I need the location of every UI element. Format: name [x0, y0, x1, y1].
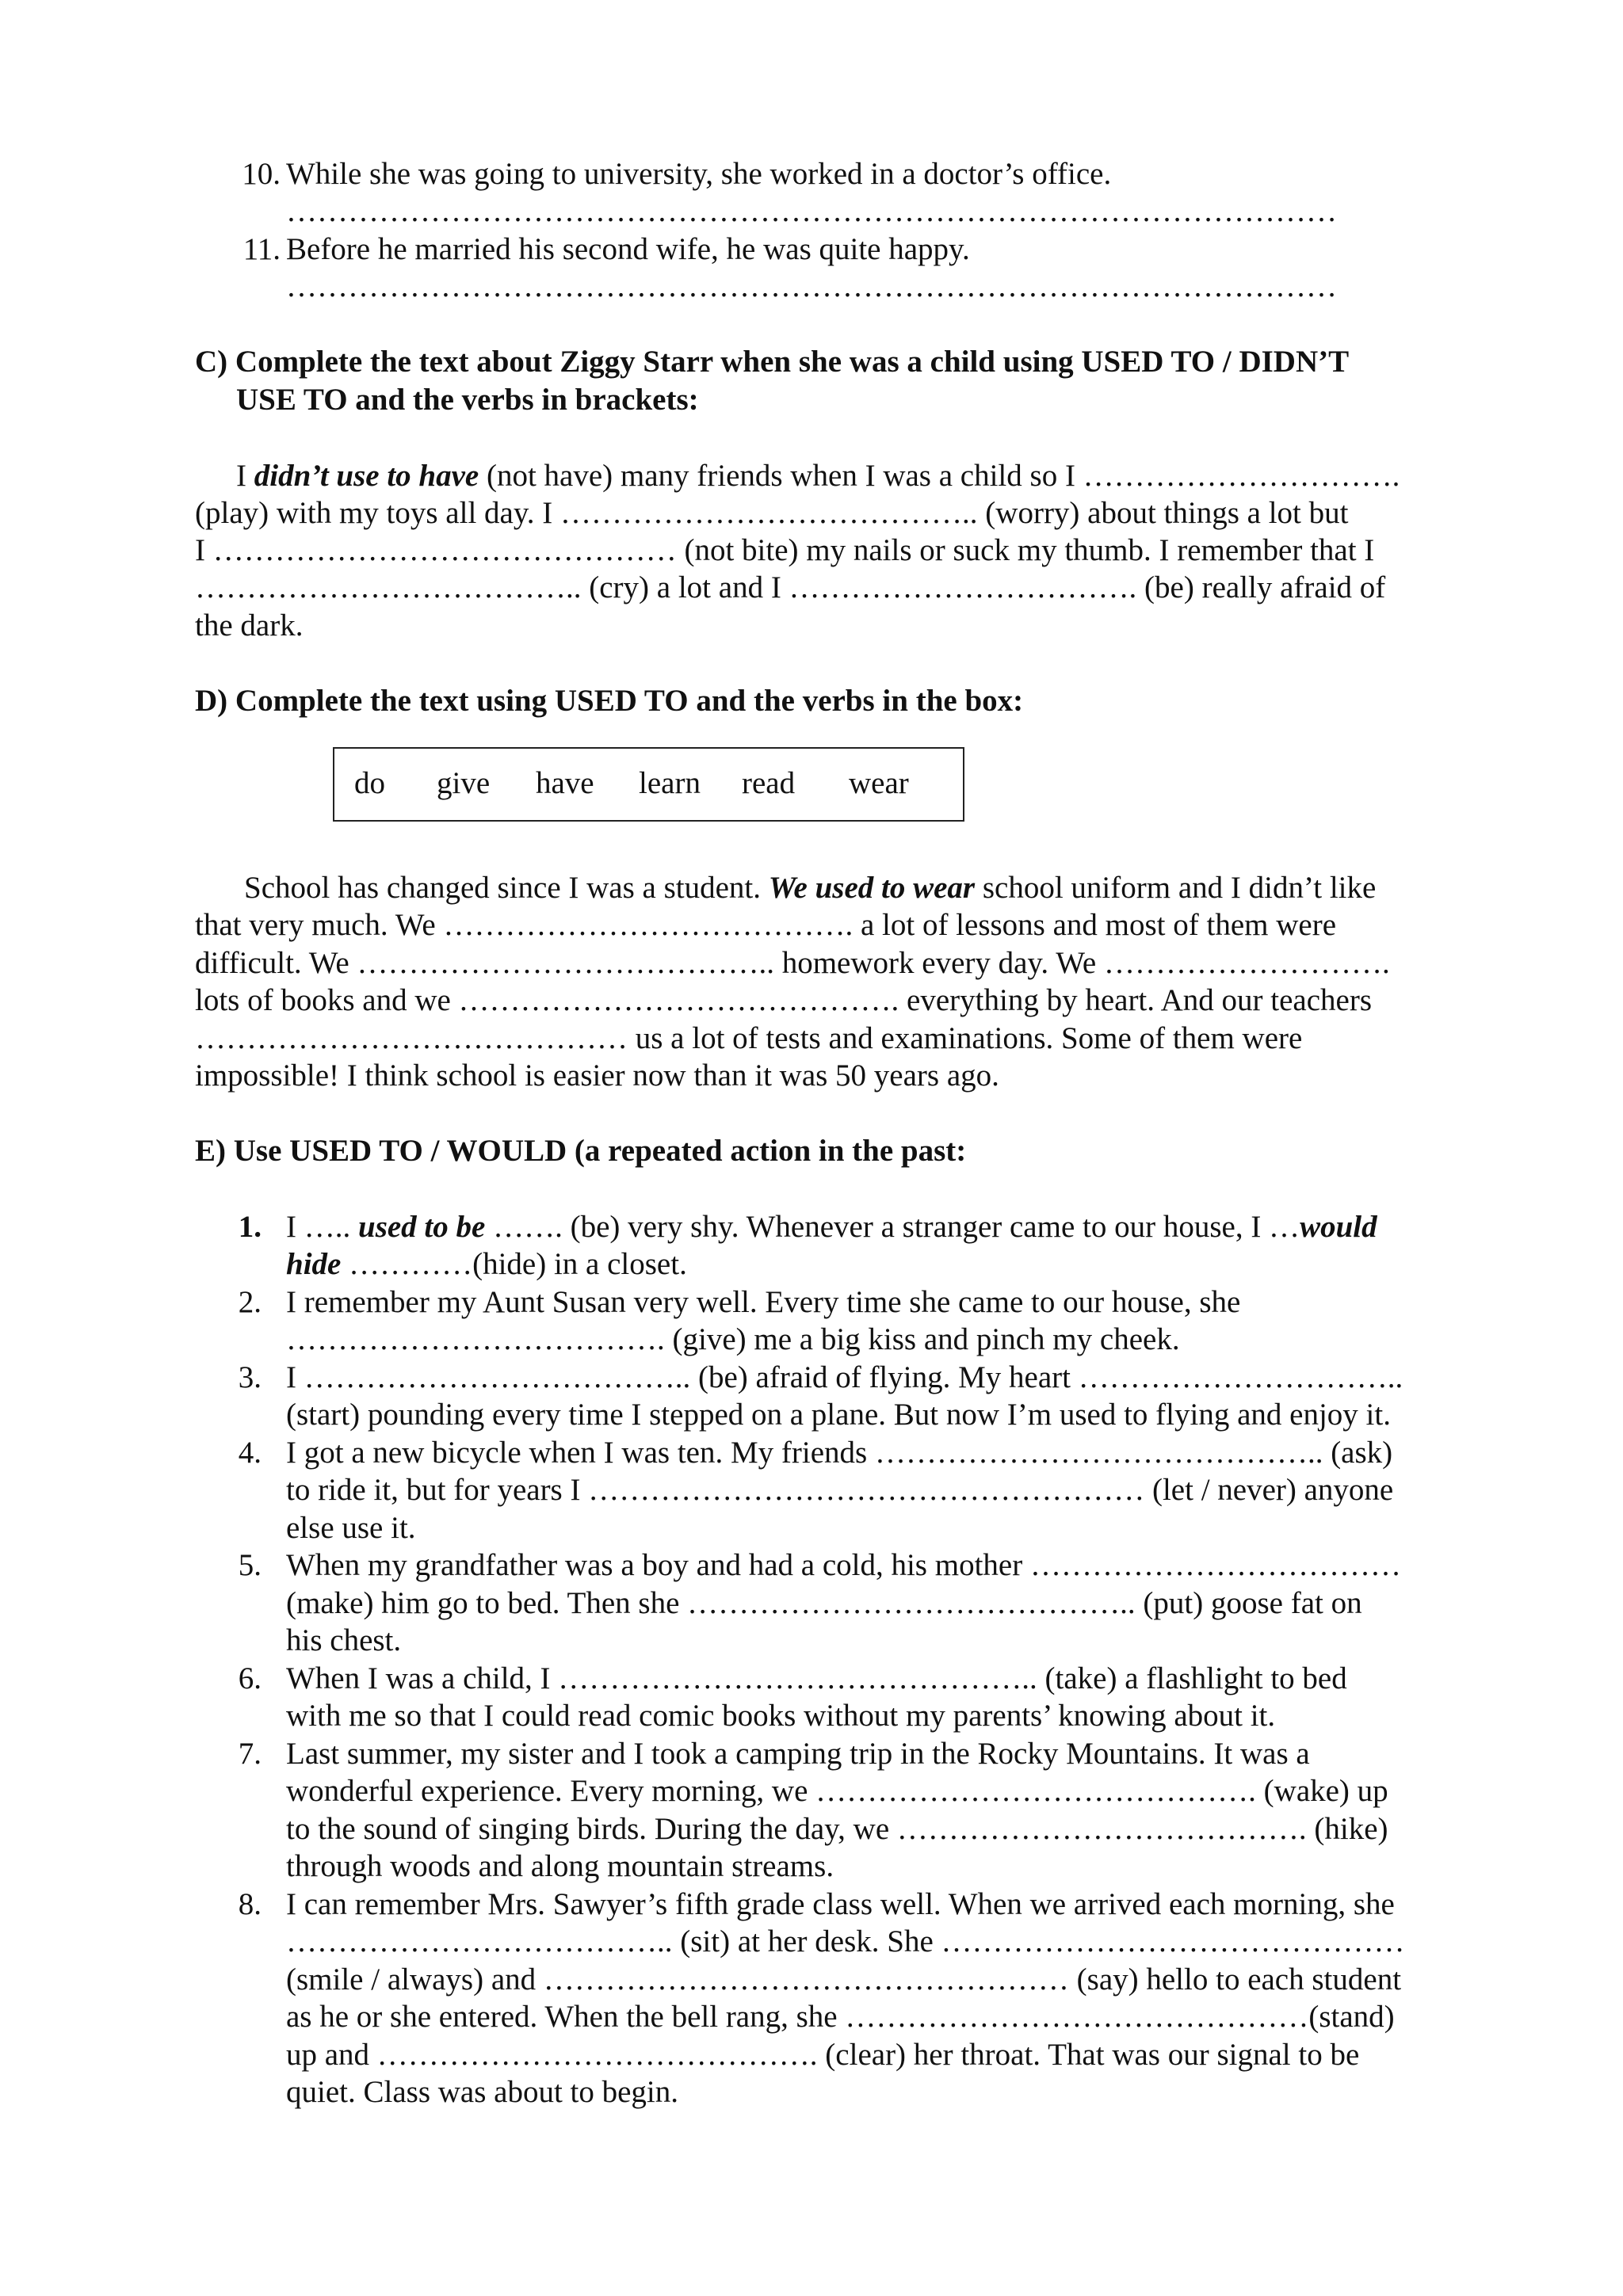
section-d-heading: D) Complete the text using USED TO and the verbs in the box: — [195, 684, 1024, 718]
item-text: (make) him go to bed. Then she …………………………………….. (put) goose fat on — [286, 1586, 1362, 1620]
paragraph-line: impossible! I think school is easier now than it was 50 years ago. — [195, 1058, 999, 1093]
word-box-item: do — [354, 766, 385, 800]
example-answer: would — [1300, 1210, 1377, 1244]
item-text: to ride it, but for years I ……………………………………………… (let / never) anyone — [286, 1473, 1394, 1507]
answer-line: ………………………………………………………………………………………… — [286, 194, 1337, 228]
item-number: 7. — [238, 1737, 262, 1771]
item-number: 3. — [238, 1360, 262, 1394]
section-c-heading-cont: USE TO and the verbs in brackets: — [236, 383, 699, 417]
paragraph-line: that very much. We …………………………………. a lot of lessons and most of them were — [195, 908, 1337, 942]
item-text: else use it. — [286, 1511, 416, 1545]
item-text: I got a new bicycle when I was ten. My friends …………………………………….. (ask) — [286, 1436, 1393, 1470]
item-number: 11. — [242, 232, 281, 266]
paragraph-line: …………………………………… us a lot of tests and examinations. Some of them were — [195, 1021, 1303, 1055]
item-text: ……………………………….. (sit) at her desk. She ……………………………………… — [286, 1924, 1405, 1958]
word-box-item: read — [742, 766, 796, 800]
paragraph-line: School has changed since I was a student. We used to wear school uniform and I didn’t like — [244, 871, 1377, 905]
item-text: up and ……………………………………. (clear) her throat. That was our signal to be — [286, 2038, 1360, 2072]
paragraph-line: I didn’t use to have (not have) many friends when I was a child so I …………………………. — [236, 459, 1400, 493]
section-e-heading: E) Use USED TO / WOULD (a repeated action in the past: — [195, 1134, 967, 1168]
word-box-item: learn — [639, 766, 701, 800]
example-answer: didn’t use to have — [254, 459, 479, 493]
paragraph-line: difficult. We ………………………………….. homework every day. We ………………………. — [195, 946, 1390, 980]
item-text: Before he married his second wife, he was quite happy. — [286, 232, 970, 266]
item-text: When I was a child, I ……………………………………….. (take) a flashlight to bed — [286, 1661, 1347, 1695]
item-text: I can remember Mrs. Sawyer’s fifth grade class well. When we arrived each morning, she — [286, 1887, 1395, 1921]
item-number: 1. — [238, 1210, 262, 1244]
item-text: Last summer, my sister and I took a camping trip in the Rocky Mountains. It was a — [286, 1737, 1310, 1771]
example-answer: used to be — [358, 1210, 486, 1244]
item-text: I ……………………………….. (be) afraid of flying. My heart ………………………….. — [286, 1360, 1403, 1394]
item-number: 5. — [238, 1548, 262, 1582]
word-box-item: wear — [849, 766, 909, 800]
paragraph-line: lots of books and we ……………………………………. everything by heart. And our teachers — [195, 983, 1373, 1017]
item-text: with me so that I could read comic books without my parents’ knowing about it. — [286, 1699, 1276, 1733]
item-text: I ….. used to be ……. (be) very shy. Whenever a stranger came to our house, I …would — [286, 1210, 1377, 1244]
item-number: 6. — [238, 1661, 262, 1695]
paragraph-line: (play) with my toys all day. I ………………………………….. (worry) about things a lot but — [195, 496, 1349, 530]
example-answer: We used to wear — [768, 871, 976, 905]
item-text: (smile / always) and …………………………………………… (say) hello to each student — [286, 1962, 1402, 1997]
item-text: his chest. — [286, 1623, 402, 1657]
word-box-item: give — [437, 766, 491, 800]
item-number: 2. — [238, 1285, 262, 1319]
word-box-item: have — [536, 766, 594, 800]
word-box — [333, 747, 964, 822]
paragraph-line: I ……………………………………… (not bite) my nails or suck my thumb. I remember that I — [195, 533, 1375, 567]
item-text: ………………………………. (give) me a big kiss and pinch my cheek. — [286, 1322, 1180, 1356]
item-number: 10. — [242, 157, 281, 191]
item-text: wonderful experience. Every morning, we ……………………………………. (wake) up — [286, 1774, 1388, 1808]
item-text: I remember my Aunt Susan very well. Every time she came to our house, she — [286, 1285, 1241, 1319]
example-answer: hide — [286, 1247, 342, 1281]
answer-line: ………………………………………………………………………………………… — [286, 269, 1337, 303]
section-c-heading: C) Complete the text about Ziggy Starr when she was a child using USED TO / DIDN’T — [195, 345, 1350, 379]
item-text: through woods and along mountain streams. — [286, 1849, 834, 1883]
item-text: While she was going to university, she worked in a doctor’s office. — [286, 157, 1112, 191]
paragraph-line: ……………………………….. (cry) a lot and I ……………………………. (be) really afraid of — [195, 570, 1386, 605]
item-number: 4. — [238, 1436, 262, 1470]
item-text: hide …………(hide) in a closet. — [286, 1247, 687, 1281]
item-text: (start) pounding every time I stepped on a plane. But now I’m used to flying and enjoy it. — [286, 1398, 1391, 1432]
item-text: quiet. Class was about to begin. — [286, 2075, 679, 2109]
item-text: as he or she entered. When the bell rang, she ………………………………………(stand) — [286, 2000, 1395, 2034]
item-text: to the sound of singing birds. During the day, we …………………………………. (hike) — [286, 1812, 1388, 1846]
item-text: When my grandfather was a boy and had a cold, his mother ……………………………… — [286, 1548, 1401, 1582]
item-number: 8. — [238, 1887, 262, 1921]
paragraph-line: the dark. — [195, 608, 304, 643]
